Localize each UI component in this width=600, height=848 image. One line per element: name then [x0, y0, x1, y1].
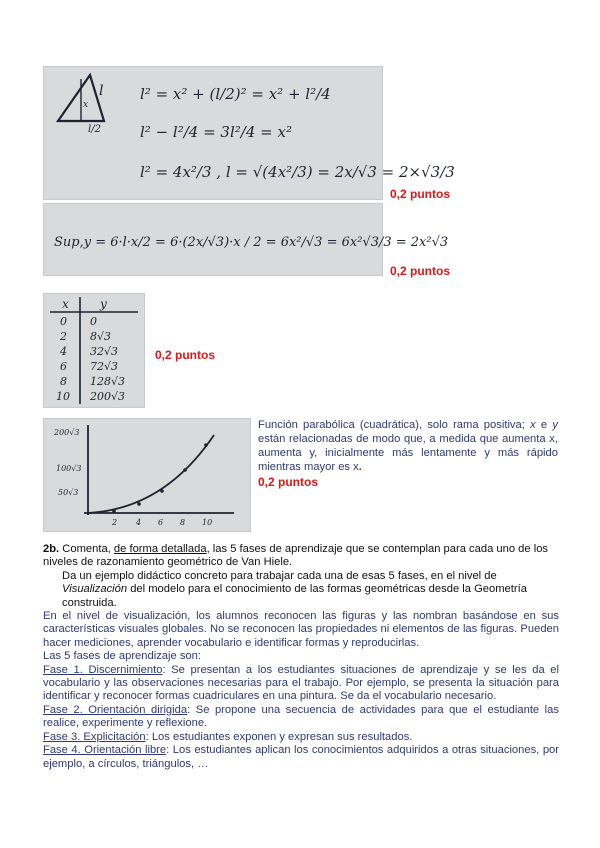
photo3-svg — [44, 294, 144, 407]
answer-intro: En el nivel de visualización, los alumnos reconocen las figuras y las nombran basándose en sus características visuales globales. No se reconocen las propiedades ni elementos de las figuras. Pueden hacer mediciones, aprender vocabulario e identificar formas y reproducirlas. — [43, 610, 559, 649]
answer-phases-heading: Las 5 fases de aprendizaje son: — [43, 650, 201, 663]
score-label-4: 0,2 puntos — [258, 475, 319, 489]
phase-text: : Se propone una secuencia de actividades para que el estudiante las realice, experimente y reflexione. — [43, 703, 559, 730]
graph-y-label: 100√3 — [56, 464, 82, 473]
graph-x-label: 4 — [136, 518, 142, 527]
score-label-1: 0,2 puntos — [390, 187, 451, 201]
desc-text: están relacionadas de modo que, a medida que aumenta x, aumenta y, inicialmente más lentamente y más rápido mientras mayor es x — [258, 433, 558, 473]
desc-end: . — [358, 461, 362, 473]
graph-curve — [88, 435, 214, 513]
graph-x-label: 6 — [158, 518, 164, 527]
graph-point — [160, 489, 164, 493]
handwritten-photo-graph — [43, 418, 251, 532]
answer-phase-2 — [43, 704, 559, 731]
photo4-svg — [44, 419, 250, 531]
table-header-y: y — [100, 297, 107, 311]
triangle-height-label: x — [83, 100, 89, 110]
photo1-equation-2: l² − l²/4 = 3l²/4 = x² — [140, 123, 292, 141]
score-label-2: 0,2 puntos — [390, 264, 451, 278]
question-2b-part2 — [43, 570, 559, 610]
graph-point — [204, 443, 208, 447]
graph-x-label: 2 — [112, 518, 118, 527]
phase-title: Fase 2. Orientación dirigida — [43, 703, 188, 716]
phase-title: Fase 1. Discernimiento — [43, 663, 163, 676]
desc-text: Función parabólica (cuadrática), solo rama positiva; — [258, 419, 531, 431]
graph-x-label: 8 — [180, 518, 186, 527]
graph-point — [183, 468, 187, 472]
question-number: 2b. — [43, 543, 60, 555]
desc-var-y: y — [552, 419, 558, 431]
handwritten-photo-table — [43, 293, 145, 408]
table-cell-x: 8 — [60, 375, 67, 388]
desc-var-x: x — [530, 419, 536, 431]
photo1-equation-1: l² = x² + (l/2)² = x² + l²/4 — [140, 85, 331, 103]
table-cell-y: 72√3 — [90, 360, 119, 373]
question-text: , las 5 fases de aprendizaje que se contemplan para cada uno de los niveles de razonamiento geométrico de Van Hiele. — [43, 543, 549, 569]
phase-title: Fase 3. Explicitación — [43, 730, 146, 743]
answer-phase-3 — [43, 731, 559, 744]
table-cell-x: 4 — [60, 345, 67, 358]
graph-x-label: 10 — [202, 518, 213, 527]
triangle-base-label: l/2 — [88, 124, 101, 135]
question-level: Visualización — [62, 583, 128, 596]
phase-text: : Se presentan a los estudiantes situaciones de aprendizaje y se les da el vocabulario y las observaciones necesarias para el trabajo. Por ejemplo, se presenta la situación para identificar y reconocer formas cuadriculares en una pintura. Se da el vocabulario necesario. — [43, 663, 560, 703]
answer-phase-1 — [43, 664, 559, 704]
table-cell-y: 0 — [90, 315, 97, 328]
table-cell-y: 200√3 — [90, 390, 126, 403]
table-cell-y: 128√3 — [90, 375, 126, 388]
question-2b — [43, 543, 559, 570]
table-cell-x: 6 — [60, 360, 67, 373]
phase-title: Fase 4. Orientación libre — [43, 744, 167, 757]
question-text: del modelo para el conocimiento de las formas geométricas desde la Geometría construida. — [62, 583, 527, 609]
photo1-equation-3: l² = 4x²/3 , l = √(4x²/3) = 2x/√3 = 2×√3/3 — [140, 163, 455, 181]
score-label-3: 0,2 puntos — [155, 348, 216, 362]
question-text: Comenta, — [59, 543, 114, 555]
question-section — [43, 543, 559, 771]
graph-point — [137, 502, 141, 506]
graph-y-label: 200√3 — [54, 428, 80, 437]
table-cell-x: 0 — [60, 315, 67, 328]
table-cell-x: 10 — [56, 390, 70, 403]
phase-text: : Los estudiantes aplican los conocimientos adquiridos a otras situaciones, por ejemplo, a círculos, triángulos, … — [43, 744, 559, 770]
graph-point — [112, 509, 116, 513]
triangle-side-label: l — [99, 83, 104, 99]
table-header-x: x — [62, 297, 69, 311]
desc-text: e — [535, 419, 553, 431]
answer-phase-4 — [43, 744, 559, 771]
question-text: Da un ejemplo didáctico concreto para trabajar cada una de esas 5 fases, en el nivel de — [62, 569, 497, 582]
question-emphasis: de forma detallada — [113, 543, 207, 555]
table-cell-y: 32√3 — [90, 345, 119, 358]
phase-text: : Los estudiantes exponen y expresan sus resultados. — [145, 730, 413, 743]
graph-description — [258, 418, 558, 489]
table-cell-x: 2 — [60, 330, 67, 343]
table-cell-y: 8√3 — [90, 330, 112, 343]
photo2-equation: Sup,y = 6·l·x/2 = 6·(2x/√3)·x / 2 = 6x²/√3 = 6x²√3/3 = 2x²√3 — [54, 235, 449, 250]
graph-y-label: 50√3 — [58, 488, 79, 497]
